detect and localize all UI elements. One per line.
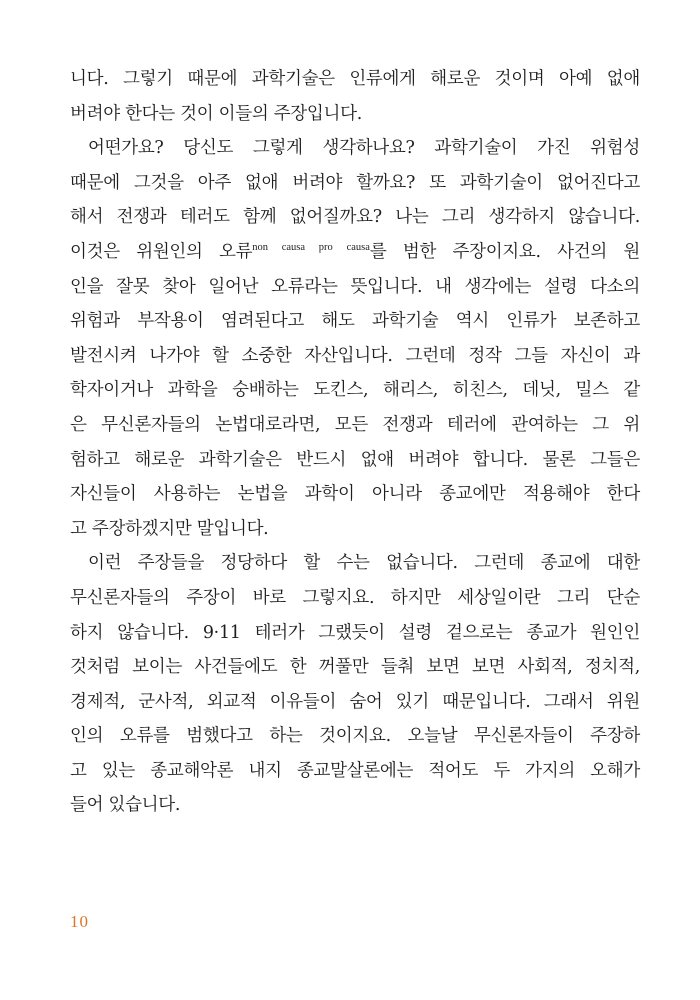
body-text — [70, 62, 640, 823]
text-line: 고 주장하겠지만 말입니다. — [70, 518, 269, 539]
text-segment: 를 범한 주장이지요. 사건의 원 — [369, 241, 640, 262]
text-line: 발전시켜 나가야 할 소중한 자산입니다. 그런데 정작 그들 자신이 과 — [70, 345, 640, 366]
text-line: 학자이거나 과학을 숭배하는 도킨스, 해리스, 히친스, 데닛, 밀스 같 — [70, 380, 640, 401]
text-line: 은 무신론자들의 논법대로라면, 모든 전쟁과 테러에 관여하는 그 위 — [70, 414, 640, 435]
text-segment: 이것은 위원인의 오류 — [70, 241, 253, 262]
text-line-with-gloss — [70, 235, 640, 270]
text-line: 니다. 그렇기 때문에 과학기술은 인류에게 해로운 것이며 아예 없애 — [70, 69, 640, 89]
text-line: 이런 주장들을 정당하다 할 수는 없습니다. 그런데 종교에 대한 — [88, 553, 640, 574]
text-line: 인의 오류를 범했다고 하는 것이지요. 오늘날 무신론자들이 주장하 — [70, 726, 640, 747]
text-line: 고 있는 종교해악론 내지 종교말살론에는 적어도 두 가지의 오해가 — [70, 760, 640, 781]
text-line: 자신들이 사용하는 논법을 과학이 아니라 종교에만 적용해야 한다 — [70, 484, 640, 505]
text-line: 버려야 한다는 것이 이들의 주장입니다. — [70, 103, 362, 124]
text-line: 것처럼 보이는 사건들에도 한 꺼풀만 들춰 보면 보면 사회적, 정치적, — [70, 657, 640, 678]
text-line: 위험과 부작용이 염려된다고 해도 과학기술 역시 인류가 보존하고 — [70, 311, 640, 332]
text-line: 경제적, 군사적, 외교적 이유들이 숨어 있기 때문입니다. 그래서 위원 — [70, 691, 640, 712]
page-number: 10 — [70, 912, 89, 931]
latin-gloss: non causa pro causa — [252, 242, 370, 254]
text-line: 하지 않습니다. 9·11 테러가 그랬듯이 설령 겉으로는 종교가 원인인 — [70, 622, 640, 643]
text-line: 들어 있습니다. — [70, 795, 181, 816]
text-line: 해서 전쟁과 테러도 함께 없어질까요? 나는 그리 생각하지 않습니다. — [70, 207, 640, 228]
text-line: 무신론자들의 주장이 바로 그렇지요. 하지만 세상일이란 그리 단순 — [70, 587, 640, 608]
text-line: 어떤가요? 당신도 그렇게 생각하나요? 과학기술이 가진 위험성 — [88, 138, 640, 159]
text-line: 때문에 그것을 아주 없애 버려야 할까요? 또 과학기술이 없어진다고 — [70, 172, 640, 193]
text-line: 인을 잘못 찾아 일어난 오류라는 뜻입니다. 내 생각에는 설령 다소의 — [70, 276, 640, 297]
text-line: 험하고 해로운 과학기술은 반드시 없애 버려야 합니다. 물론 그들은 — [70, 449, 640, 470]
